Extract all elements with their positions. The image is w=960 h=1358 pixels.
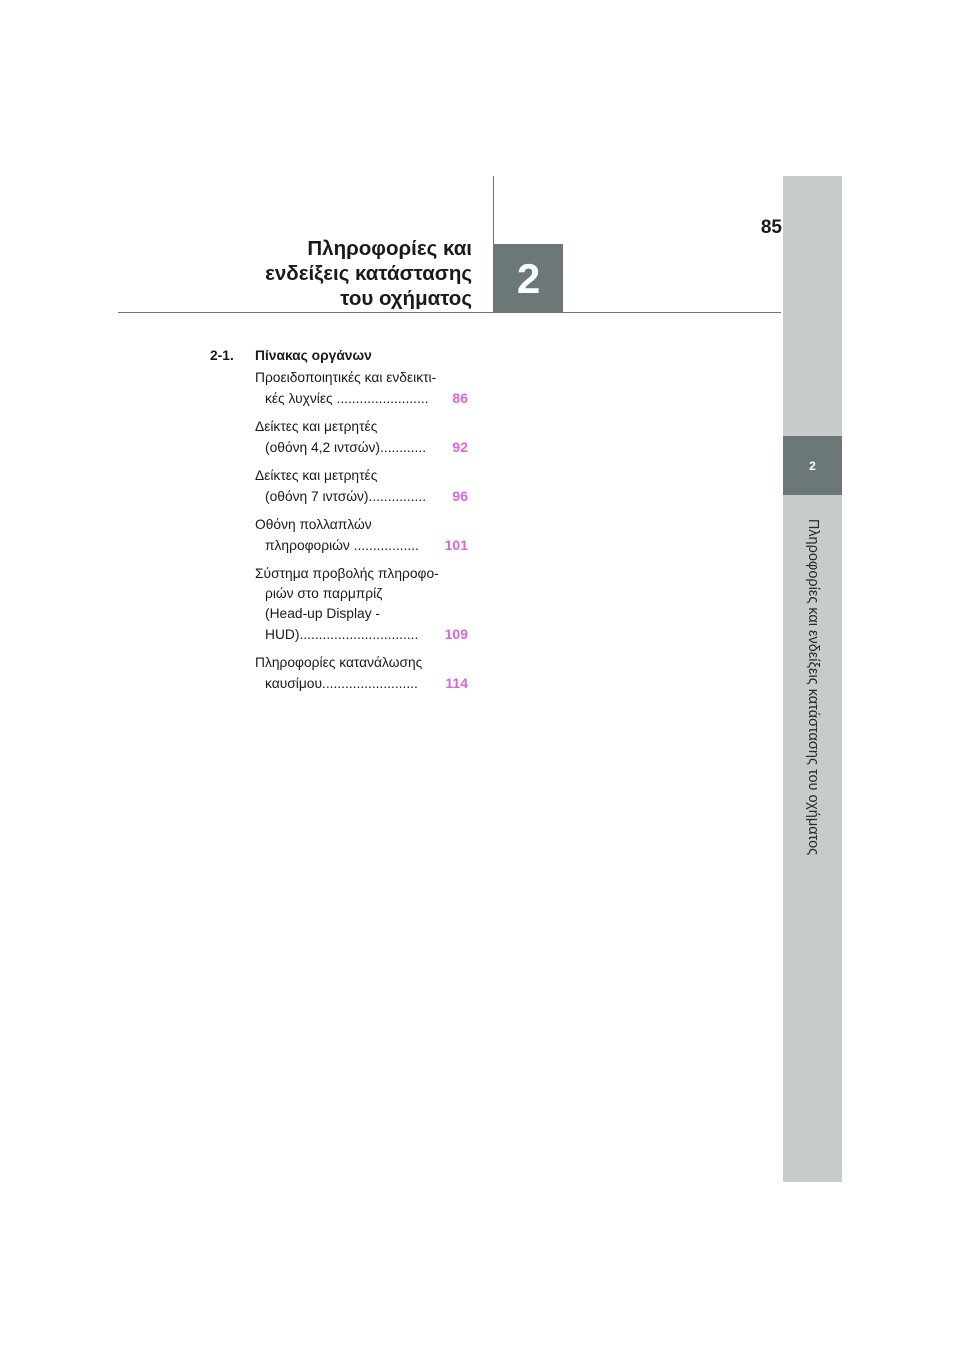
toc-entry-line: Σύστημα προβολής πληροφο- xyxy=(255,566,439,581)
toc-section-heading xyxy=(210,346,468,366)
toc-page-link[interactable]: 86 xyxy=(452,390,468,406)
toc-entry-leader: καυσίμου......................... xyxy=(265,676,418,691)
toc-page-link[interactable]: 114 xyxy=(445,675,468,691)
toc-page-link[interactable]: 92 xyxy=(452,439,468,455)
toc-entry-warning-lights[interactable] xyxy=(255,368,468,409)
chapter-title-line-2: ενδείξεις κατάστασης xyxy=(265,262,472,285)
toc-page-link[interactable]: 101 xyxy=(444,537,468,553)
toc-entry-leader: κές λυχνίες ........................ xyxy=(265,391,429,406)
toc-entry-multi-info-display[interactable] xyxy=(255,515,468,556)
chapter-title-line-1: Πληροφορίες και xyxy=(307,237,472,260)
toc-entry-head-up-display[interactable] xyxy=(255,564,468,645)
toc-page-link[interactable]: 109 xyxy=(444,626,468,642)
toc-entry-gauges-7[interactable] xyxy=(255,466,468,507)
toc-entry-fuel-consumption[interactable] xyxy=(255,653,468,694)
toc-entry-line: Οθόνη πολλαπλών xyxy=(255,517,372,532)
table-of-contents xyxy=(210,346,468,702)
header-horizontal-rule xyxy=(118,312,781,313)
side-chapter-label-text: Πληροφορίες και ενδείξεις κατάστασης του οχήματος xyxy=(805,518,821,856)
toc-entry-gauges-4-2[interactable] xyxy=(255,417,468,458)
toc-entry-line: Προειδοποιητικές και ενδεικτι- xyxy=(255,370,437,385)
toc-entry-line: Δείκτες και μετρητές xyxy=(255,468,378,483)
toc-section-number: 2-1. xyxy=(210,348,234,363)
chapter-number-box: 2 xyxy=(494,244,563,313)
side-chapter-tab[interactable]: 2 xyxy=(783,436,842,495)
toc-entry-line: (Head-up Display - xyxy=(265,606,381,621)
toc-entry-line: Πληροφορίες κατανάλωσης xyxy=(255,655,423,670)
toc-section-title: Πίνακας οργάνων xyxy=(255,348,372,363)
toc-entry-leader: πληροφοριών ................. xyxy=(265,538,419,553)
chapter-title-line-3: του οχήματος xyxy=(340,287,472,310)
toc-entry-leader: (οθόνη 4,2 ιντσών)............ xyxy=(265,440,427,455)
toc-entry-leader: (οθόνη 7 ιντσών)............... xyxy=(265,489,427,504)
page-number: 85 xyxy=(760,217,782,238)
toc-entry-leader: HUD)............................... xyxy=(265,627,419,642)
chapter-title xyxy=(212,236,472,311)
toc-entry-line: ριών στο παρμπρίζ xyxy=(265,586,383,601)
toc-entry-line: Δείκτες και μετρητές xyxy=(255,419,378,434)
toc-page-link[interactable]: 96 xyxy=(452,488,468,504)
